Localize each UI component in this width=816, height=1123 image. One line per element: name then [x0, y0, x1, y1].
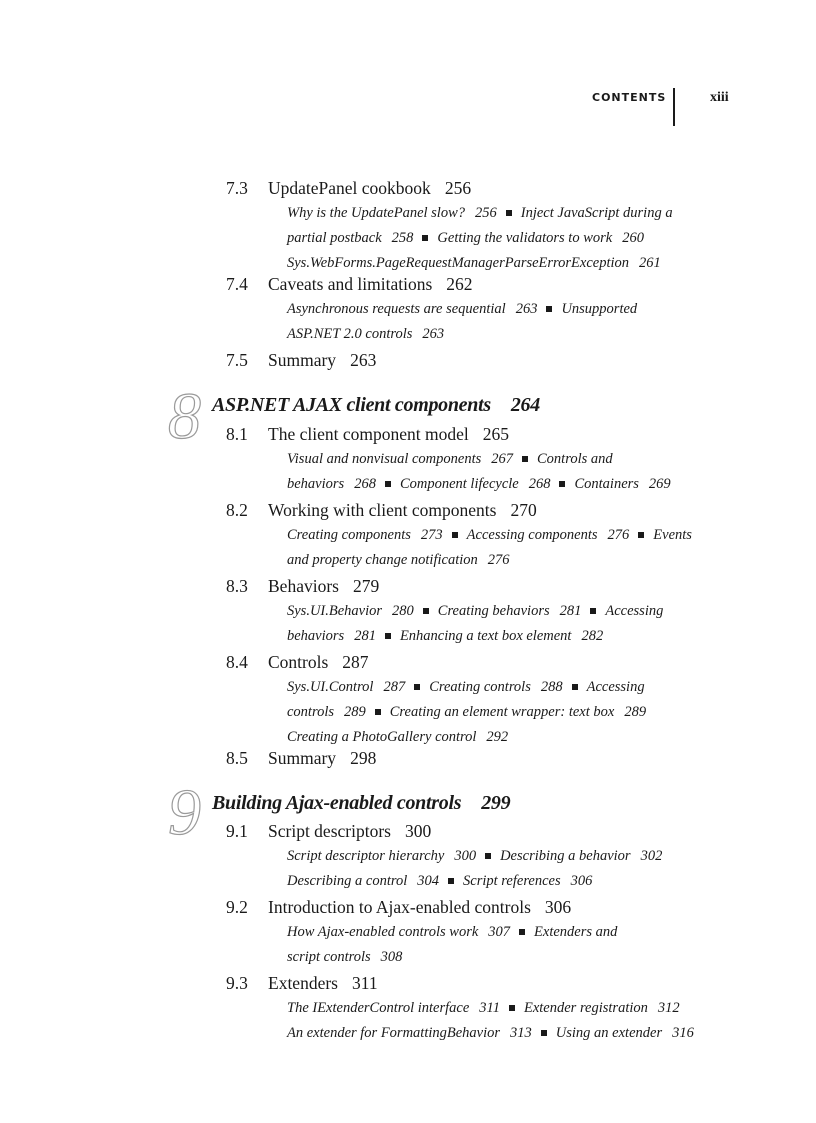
section-page: 311 [351, 973, 378, 993]
bullet-square-icon [452, 532, 458, 538]
bullet-square-icon [546, 306, 552, 312]
section-heading [226, 973, 726, 993]
section-number: 8.1 [226, 424, 248, 444]
subsection-title: Controls and [537, 451, 613, 467]
subsection-page: 289 [344, 704, 366, 720]
subsection-line [287, 727, 726, 747]
subsection-page: 287 [383, 679, 406, 695]
subsection-line [287, 601, 726, 621]
running-head-rule [673, 88, 675, 126]
subsection-title: and property change notification [287, 552, 478, 568]
subsection-page: 308 [380, 949, 403, 965]
subsection-page: 307 [488, 924, 511, 940]
subsection-title: Enhancing a text box element [399, 628, 572, 644]
subsection-title: Creating a PhotoGallery control [287, 729, 477, 745]
chapter-page: 299 [481, 792, 511, 814]
section-title: Working with client components [268, 500, 497, 520]
subsection-title: ASP.NET 2.0 controls [287, 326, 413, 342]
section-heading [226, 821, 726, 841]
toc-section-8-5 [226, 748, 726, 768]
subsection-page: 292 [486, 729, 509, 745]
section-page: 265 [482, 424, 509, 444]
section-page: 298 [350, 748, 377, 768]
bullet-square-icon [422, 235, 428, 241]
section-page: 279 [352, 576, 380, 596]
subsection-title: Sys.UI.Control [287, 679, 374, 695]
subsection-page: 260 [622, 230, 644, 246]
bullet-square-icon [509, 1005, 515, 1011]
subsection-title: Using an extender [555, 1025, 663, 1041]
bullet-square-icon [541, 1030, 547, 1036]
subsection-title: Asynchronous requests are sequential [287, 301, 506, 317]
section-title: Behaviors [268, 576, 339, 596]
subsection-line [287, 1023, 726, 1043]
toc-section-7-4 [226, 274, 726, 344]
subsection-title: Accessing components [466, 527, 598, 543]
bullet-square-icon [638, 532, 644, 538]
bullet-square-icon [448, 878, 454, 884]
section-title: Extenders [268, 973, 338, 993]
subsection-page: 268 [528, 476, 551, 492]
toc-section-9-1 [226, 821, 726, 891]
bullet-square-icon [385, 633, 391, 639]
toc-section-9-3 [226, 973, 726, 1043]
subsection-page: 288 [540, 679, 563, 695]
subsection-line [287, 525, 726, 545]
section-number: 9.3 [226, 973, 248, 993]
subsection-title: Getting the validators to work [437, 230, 613, 246]
bullet-square-icon [414, 684, 420, 690]
toc-section-8-2 [226, 500, 726, 570]
subsection-title: partial postback [287, 230, 382, 246]
subsection-page: 276 [607, 527, 630, 543]
section-number: 9.2 [226, 897, 248, 917]
bullet-square-icon [506, 210, 512, 216]
section-number: 8.2 [226, 500, 248, 520]
section-heading [226, 748, 726, 768]
subsection-page: 276 [487, 552, 510, 568]
subsection-title: Accessing [605, 603, 664, 619]
subsection-page: 261 [639, 255, 661, 271]
subsection-line [287, 550, 726, 570]
subsection-page: 311 [479, 1000, 500, 1016]
subsection-title: The IExtenderControl interface [287, 1000, 470, 1016]
subsection-line [287, 702, 726, 722]
toc-section-9-2 [226, 897, 726, 967]
toc-section-7-5 [226, 350, 726, 370]
subsection-line [287, 228, 726, 248]
subsection-title: controls [287, 704, 334, 720]
subsection-title: Script descriptor hierarchy [287, 848, 445, 864]
subsection-line [287, 846, 726, 866]
subsection-title: behaviors [287, 628, 345, 644]
bullet-square-icon [375, 709, 381, 715]
section-number: 8.3 [226, 576, 248, 596]
subsection-title: Inject JavaScript during a [520, 205, 673, 221]
subsection-page: 256 [475, 205, 497, 221]
section-heading [226, 274, 726, 294]
section-title: Script descriptors [268, 821, 391, 841]
subsection-page: 263 [515, 301, 538, 317]
subsection-title: Component lifecycle [399, 476, 519, 492]
subsection-title: Creating an element wrapper: text box [389, 704, 615, 720]
section-heading [226, 424, 726, 444]
bullet-square-icon [423, 608, 429, 614]
toc-section-8-1 [226, 424, 726, 494]
subsection-line [287, 324, 726, 344]
section-title: Introduction to Ajax-enabled controls [268, 897, 531, 917]
subsection-title: Sys.WebForms.PageRequestManagerParseErrorException [287, 255, 630, 271]
bullet-square-icon [590, 608, 596, 614]
subsection-page: 289 [624, 704, 647, 720]
subsection-line [287, 947, 726, 967]
subsection-title: Events [653, 527, 692, 543]
bullet-square-icon [559, 481, 565, 487]
subsection-title: Describing a behavior [500, 848, 631, 864]
toc-section-7-3 [226, 178, 726, 273]
subsection-title: Sys.UI.Behavior [287, 603, 383, 619]
subsection-title: Extender registration [523, 1000, 648, 1016]
section-page: 263 [350, 350, 377, 370]
section-number: 7.4 [226, 274, 248, 294]
subsection-title: Creating controls [429, 679, 531, 695]
subsection-title: Creating behaviors [437, 603, 550, 619]
section-page: 256 [444, 178, 472, 198]
subsection-page: 312 [657, 1000, 680, 1016]
section-page: 300 [404, 821, 432, 841]
subsection-page: 267 [491, 451, 514, 467]
chapter-title: ASP.NET AJAX client components [212, 394, 491, 416]
subsection-title: Creating components [287, 527, 411, 543]
subsection-line [287, 922, 726, 942]
section-heading [226, 576, 726, 596]
bullet-square-icon [385, 481, 391, 487]
section-number: 8.5 [226, 748, 248, 768]
section-page: 306 [544, 897, 572, 917]
chapter-title: Building Ajax-enabled controls [212, 792, 462, 814]
subsection-title: Why is the UpdatePanel slow? [287, 205, 466, 221]
section-heading [226, 652, 726, 672]
subsection-page: 263 [422, 326, 445, 342]
subsection-title: Containers [574, 476, 639, 492]
section-title: UpdatePanel cookbook [268, 178, 431, 198]
subsection-line [287, 677, 726, 697]
section-heading [226, 500, 726, 520]
subsection-page: 281 [354, 628, 376, 644]
section-page: 287 [342, 652, 369, 672]
section-heading [226, 350, 726, 370]
subsection-title: Unsupported [561, 301, 638, 317]
section-page: 262 [446, 274, 473, 294]
toc-section-8-4 [226, 652, 726, 747]
subsection-title: behaviors [287, 476, 345, 492]
section-number: 7.5 [226, 350, 248, 370]
subsection-page: 273 [420, 527, 443, 543]
section-title: Summary [268, 350, 337, 370]
running-head [560, 90, 740, 130]
bullet-square-icon [572, 684, 578, 690]
section-title: Controls [268, 652, 329, 672]
section-title: Summary [268, 748, 337, 768]
subsection-title: Visual and nonvisual components [287, 451, 482, 467]
subsection-page: 304 [417, 873, 440, 889]
subsection-line [287, 449, 726, 469]
chapter-number-graphic: 8 [168, 380, 201, 453]
bullet-square-icon [522, 456, 528, 462]
subsection-page: 282 [581, 628, 604, 644]
subsection-line [287, 474, 726, 494]
section-heading [226, 897, 726, 917]
page-number: xiii [710, 90, 729, 105]
subsection-line [287, 299, 726, 319]
subsection-page: 268 [354, 476, 376, 492]
section-heading [226, 178, 726, 198]
subsection-page: 300 [454, 848, 477, 864]
subsection-title: script controls [287, 949, 371, 965]
subsection-title: How Ajax-enabled controls work [287, 924, 479, 940]
subsection-line [287, 998, 726, 1018]
subsection-line [287, 203, 726, 223]
section-title: The client component model [268, 424, 469, 444]
subsection-title: Script references [463, 873, 561, 889]
subsection-page: 302 [640, 848, 663, 864]
subsection-title: Extenders and [534, 924, 618, 940]
subsection-title: Describing a control [287, 873, 408, 889]
chapter-page: 264 [510, 394, 540, 416]
chapter-heading [212, 393, 772, 417]
chapter-heading [212, 791, 772, 815]
section-page: 270 [510, 500, 537, 520]
section-title: Caveats and limitations [268, 274, 433, 294]
subsection-page: 280 [392, 603, 414, 619]
subsection-page: 313 [510, 1025, 532, 1041]
subsection-line [287, 871, 726, 891]
chapter-number-graphic: 9 [168, 776, 201, 849]
section-number: 8.4 [226, 652, 248, 672]
section-number: 9.1 [226, 821, 248, 841]
subsection-page: 281 [559, 603, 582, 619]
bullet-square-icon [519, 929, 525, 935]
subsection-page: 258 [391, 230, 414, 246]
subsection-title: Accessing [586, 679, 645, 695]
subsection-line [287, 253, 726, 273]
subsection-title: An extender for FormattingBehavior [287, 1025, 501, 1041]
running-head-label: CONTENTS [592, 91, 667, 104]
section-number: 7.3 [226, 178, 248, 198]
bullet-square-icon [485, 853, 491, 859]
subsection-line [287, 626, 726, 646]
subsection-page: 306 [570, 873, 593, 889]
subsection-page: 316 [672, 1025, 694, 1041]
subsection-page: 269 [648, 476, 671, 492]
toc-section-8-3 [226, 576, 726, 646]
